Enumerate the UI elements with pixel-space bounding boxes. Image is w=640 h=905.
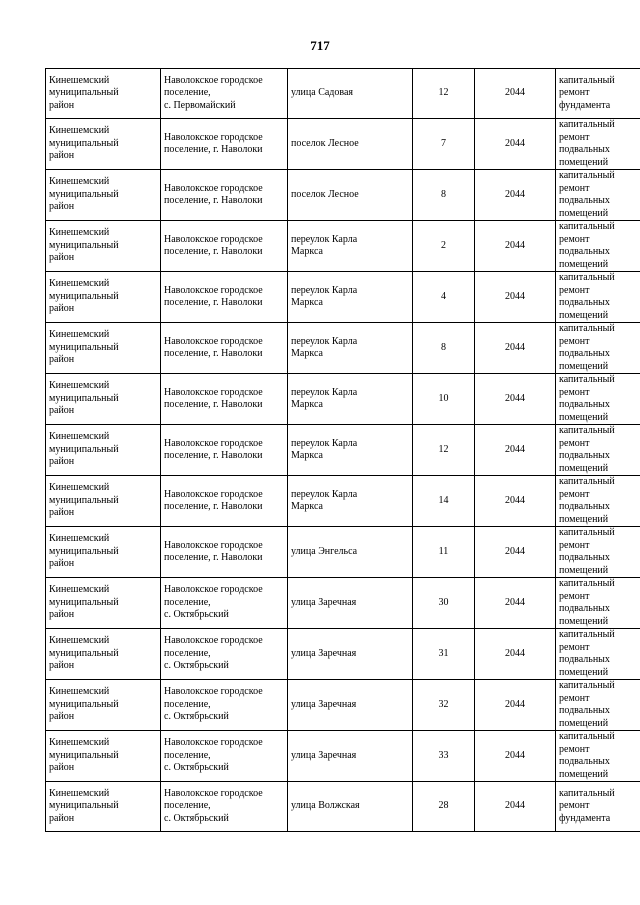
house-number-cell: 28: [413, 782, 475, 832]
house-number-cell: 33: [413, 731, 475, 782]
table-row: [46, 374, 640, 425]
table-row: [46, 119, 640, 170]
street-cell: улица Садовая: [288, 69, 413, 119]
table-row: [46, 731, 640, 782]
work-type-cell: капитальный ремонт подвальных помещений: [556, 221, 640, 272]
house-number-cell: 12: [413, 425, 475, 476]
settlement-cell: Наволокское городское поселение, г. Наволоки: [161, 527, 288, 578]
table-row: [46, 629, 640, 680]
district-cell: Кинешемский муниципальный район: [46, 680, 161, 731]
year-cell: 2044: [475, 69, 556, 119]
year-cell: 2044: [475, 782, 556, 832]
year-cell: 2044: [475, 221, 556, 272]
repair-schedule-table: [45, 68, 640, 832]
district-cell: Кинешемский муниципальный район: [46, 425, 161, 476]
work-type-cell: капитальный ремонт подвальных помещений: [556, 476, 640, 527]
page-number: 717: [310, 38, 330, 53]
street-cell: поселок Лесное: [288, 170, 413, 221]
year-cell: 2044: [475, 323, 556, 374]
street-cell: улица Энгельса: [288, 527, 413, 578]
year-cell: 2044: [475, 119, 556, 170]
street-cell: переулок Карла Маркса: [288, 272, 413, 323]
table-row: [46, 476, 640, 527]
house-number-cell: 7: [413, 119, 475, 170]
table-body: [46, 69, 640, 832]
work-type-cell: капитальный ремонт подвальных помещений: [556, 170, 640, 221]
settlement-cell: Наволокское городское поселение, с. Октябрьский: [161, 731, 288, 782]
year-cell: 2044: [475, 680, 556, 731]
table-row: [46, 170, 640, 221]
street-cell: улица Заречная: [288, 731, 413, 782]
year-cell: 2044: [475, 578, 556, 629]
work-type-cell: капитальный ремонт подвальных помещений: [556, 374, 640, 425]
street-cell: переулок Карла Маркса: [288, 476, 413, 527]
year-cell: 2044: [475, 476, 556, 527]
settlement-cell: Наволокское городское поселение, г. Наволоки: [161, 272, 288, 323]
district-cell: Кинешемский муниципальный район: [46, 119, 161, 170]
house-number-cell: 11: [413, 527, 475, 578]
house-number-cell: 4: [413, 272, 475, 323]
district-cell: Кинешемский муниципальный район: [46, 69, 161, 119]
work-type-cell: капитальный ремонт подвальных помещений: [556, 272, 640, 323]
house-number-cell: 2: [413, 221, 475, 272]
district-cell: Кинешемский муниципальный район: [46, 374, 161, 425]
street-cell: поселок Лесное: [288, 119, 413, 170]
district-cell: Кинешемский муниципальный район: [46, 527, 161, 578]
settlement-cell: Наволокское городское поселение, с. Октябрьский: [161, 578, 288, 629]
house-number-cell: 8: [413, 323, 475, 374]
street-cell: улица Волжская: [288, 782, 413, 832]
settlement-cell: Наволокское городское поселение, с. Октябрьский: [161, 629, 288, 680]
year-cell: 2044: [475, 731, 556, 782]
house-number-cell: 14: [413, 476, 475, 527]
settlement-cell: Наволокское городское поселение, г. Наволоки: [161, 374, 288, 425]
settlement-cell: Наволокское городское поселение, с. Октябрьский: [161, 782, 288, 832]
street-cell: улица Заречная: [288, 680, 413, 731]
table-row: [46, 69, 640, 119]
work-type-cell: капитальный ремонт подвальных помещений: [556, 527, 640, 578]
year-cell: 2044: [475, 527, 556, 578]
district-cell: Кинешемский муниципальный район: [46, 272, 161, 323]
work-type-cell: капитальный ремонт фундамента: [556, 69, 640, 119]
table-row: [46, 425, 640, 476]
year-cell: 2044: [475, 629, 556, 680]
settlement-cell: Наволокское городское поселение, г. Наволоки: [161, 323, 288, 374]
work-type-cell: капитальный ремонт подвальных помещений: [556, 425, 640, 476]
district-cell: Кинешемский муниципальный район: [46, 731, 161, 782]
work-type-cell: капитальный ремонт подвальных помещений: [556, 629, 640, 680]
settlement-cell: Наволокское городское поселение, г. Наволоки: [161, 425, 288, 476]
district-cell: Кинешемский муниципальный район: [46, 323, 161, 374]
house-number-cell: 8: [413, 170, 475, 221]
work-type-cell: капитальный ремонт подвальных помещений: [556, 119, 640, 170]
street-cell: переулок Карла Маркса: [288, 323, 413, 374]
house-number-cell: 32: [413, 680, 475, 731]
table-row: [46, 272, 640, 323]
table-row: [46, 527, 640, 578]
table-row: [46, 323, 640, 374]
settlement-cell: Наволокское городское поселение, г. Наволоки: [161, 119, 288, 170]
settlement-cell: Наволокское городское поселение, с. Первомайский: [161, 69, 288, 119]
street-cell: переулок Карла Маркса: [288, 374, 413, 425]
district-cell: Кинешемский муниципальный район: [46, 476, 161, 527]
year-cell: 2044: [475, 170, 556, 221]
district-cell: Кинешемский муниципальный район: [46, 578, 161, 629]
work-type-cell: капитальный ремонт фундамента: [556, 782, 640, 832]
house-number-cell: 12: [413, 69, 475, 119]
work-type-cell: капитальный ремонт подвальных помещений: [556, 731, 640, 782]
work-type-cell: капитальный ремонт подвальных помещений: [556, 680, 640, 731]
district-cell: Кинешемский муниципальный район: [46, 221, 161, 272]
year-cell: 2044: [475, 425, 556, 476]
settlement-cell: Наволокское городское поселение, г. Наволоки: [161, 170, 288, 221]
district-cell: Кинешемский муниципальный район: [46, 782, 161, 832]
table-row: [46, 578, 640, 629]
street-cell: переулок Карла Маркса: [288, 221, 413, 272]
table-row: [46, 221, 640, 272]
settlement-cell: Наволокское городское поселение, г. Наволоки: [161, 221, 288, 272]
house-number-cell: 10: [413, 374, 475, 425]
house-number-cell: 31: [413, 629, 475, 680]
street-cell: улица Заречная: [288, 629, 413, 680]
settlement-cell: Наволокское городское поселение, с. Октябрьский: [161, 680, 288, 731]
street-cell: переулок Карла Маркса: [288, 425, 413, 476]
table-row: [46, 680, 640, 731]
table-row: [46, 782, 640, 832]
work-type-cell: капитальный ремонт подвальных помещений: [556, 323, 640, 374]
district-cell: Кинешемский муниципальный район: [46, 629, 161, 680]
work-type-cell: капитальный ремонт подвальных помещений: [556, 578, 640, 629]
house-number-cell: 30: [413, 578, 475, 629]
settlement-cell: Наволокское городское поселение, г. Наволоки: [161, 476, 288, 527]
district-cell: Кинешемский муниципальный район: [46, 170, 161, 221]
year-cell: 2044: [475, 374, 556, 425]
street-cell: улица Заречная: [288, 578, 413, 629]
year-cell: 2044: [475, 272, 556, 323]
